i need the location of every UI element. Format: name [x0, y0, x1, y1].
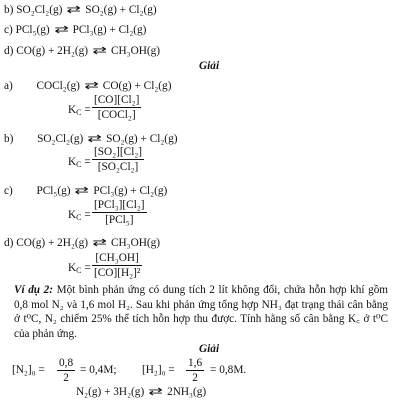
h2-result: = 0,8M. — [210, 364, 247, 376]
rhs: PCl₃(g) + Cl₂(g) — [72, 24, 147, 36]
equation-b-top — [4, 3, 157, 16]
solution-d-equation — [4, 236, 160, 249]
kc-subscript: C — [76, 108, 82, 117]
h2-fraction — [186, 357, 204, 384]
lhs: SO₂Cl₂(g) — [16, 4, 63, 16]
denominator: [PCl₅] — [105, 214, 134, 226]
numerator: [PCl₃][Cl₂] — [94, 199, 145, 211]
denominator: [SO₂Cl₂] — [97, 161, 139, 173]
fraction-bar — [57, 370, 75, 371]
label: d) — [4, 45, 14, 57]
lhs: CO(g) + 2H₂(g) — [16, 45, 89, 57]
equation-c-top — [4, 23, 146, 36]
solution-a-equation — [4, 79, 171, 92]
rhs: CH₃OH(g) — [110, 45, 161, 57]
solution-b-kc — [68, 156, 91, 168]
rhs: SO₂(g) + Cl₂(g) — [106, 133, 178, 145]
label: b) — [4, 133, 14, 145]
solution-d-fraction — [92, 252, 142, 279]
equilibrium-arrow-icon: ⇄ — [66, 3, 82, 16]
kc-subscript: C — [76, 160, 82, 169]
solution-c-kc — [68, 209, 91, 221]
kc-subscript: C — [76, 266, 82, 275]
example-2-paragraph — [14, 283, 388, 342]
equilibrium-arrow-icon: ⇄ — [87, 132, 103, 145]
solution-d-kc — [68, 262, 91, 274]
solution-b-equation — [4, 132, 177, 145]
kc-symbol: K — [68, 156, 77, 168]
lhs: PCl₅(g) — [36, 185, 71, 197]
rhs: CO(g) + Cl₂(g) — [102, 80, 172, 92]
equilibrium-arrow-icon: ⇄ — [92, 44, 107, 57]
denominator: 2 — [192, 372, 198, 384]
label: c) — [4, 24, 13, 36]
final-reaction — [76, 385, 206, 398]
equilibrium-arrow-icon: ⇄ — [92, 236, 107, 249]
numerator: [SO₂][Cl₂] — [94, 146, 143, 158]
lhs: CO(g) + 2H₂(g) — [16, 237, 89, 249]
solution-a-kc — [68, 104, 91, 116]
rhs: 2NH₃(g) — [167, 386, 207, 398]
denominator: [CO][H₂]² — [94, 267, 141, 279]
equilibrium-arrow-icon: ⇄ — [53, 23, 69, 36]
lhs: PCl₅(g) — [15, 24, 50, 36]
kc-symbol: K — [68, 104, 77, 116]
lhs: N₂(g) + 3H₂(g) — [76, 386, 145, 398]
n2-result: = 0,4M; — [80, 364, 117, 376]
solution-c-equation — [4, 184, 167, 197]
denominator: [COCl₂] — [97, 109, 136, 121]
example-title: Ví dụ 2: — [14, 284, 53, 296]
numerator: 0,8 — [59, 357, 74, 369]
equilibrium-arrow-icon: ⇄ — [74, 184, 90, 197]
equilibrium-arrow-icon: ⇄ — [148, 385, 164, 398]
kc-subscript: C — [76, 213, 82, 222]
lhs: COCl₂(g) — [36, 80, 80, 92]
fraction-bar — [186, 370, 204, 371]
rhs: SO₂(g) + Cl₂(g) — [85, 4, 157, 16]
n2-fraction — [57, 357, 75, 384]
numerator: 1,6 — [188, 357, 203, 369]
lhs: SO₂Cl₂(g) — [37, 133, 84, 145]
equation-d-top — [4, 44, 160, 57]
numerator: [CH₃OH] — [95, 252, 139, 264]
equals-sign: = — [84, 209, 91, 221]
numerator: [CO][Cl₂] — [94, 94, 140, 106]
label: a) — [4, 80, 13, 92]
kc-symbol: K — [68, 262, 77, 274]
fraction-bar — [92, 159, 144, 160]
fraction-bar — [92, 265, 142, 266]
solution-a-fraction — [92, 94, 141, 121]
equals-sign: = — [84, 104, 91, 116]
solution-b-fraction — [92, 146, 144, 173]
fraction-bar — [92, 107, 141, 108]
equals-sign: = — [84, 262, 91, 274]
fraction-bar — [92, 212, 147, 213]
example-text: Một bình phản ứng có dung tích 2 lít không đổi, chứa hỗn hợp khí gồm 0,8 mol N₂ và 1,6 mol H₂. Sau khi phản ứng tổng hợp NH₃ đạt trạng thái cân bằng ở t⁰C, N₂ chiếm 25% thể tích hỗn hợp thu được. Tính hằng số cân bằng K꜀ ở t⁰C của phản ứng. — [14, 284, 389, 341]
solution-c-fraction — [92, 199, 147, 226]
equals-sign: = — [84, 156, 91, 168]
label: d) — [4, 237, 14, 249]
giai-heading: Giải — [199, 60, 220, 72]
denominator: 2 — [63, 372, 69, 384]
kc-symbol: K — [68, 209, 77, 221]
label: b) — [4, 4, 14, 16]
equilibrium-arrow-icon: ⇄ — [83, 79, 99, 92]
rhs: PCl₃(g) + Cl₂(g) — [93, 185, 168, 197]
n2-initial-label: [N₂]₀ = — [12, 364, 45, 376]
label: c) — [4, 185, 13, 197]
h2-initial-label: [H₂]₀ = — [142, 364, 175, 376]
giai-heading-2: Giải — [199, 343, 220, 355]
rhs: CH₃OH(g) — [110, 237, 161, 249]
